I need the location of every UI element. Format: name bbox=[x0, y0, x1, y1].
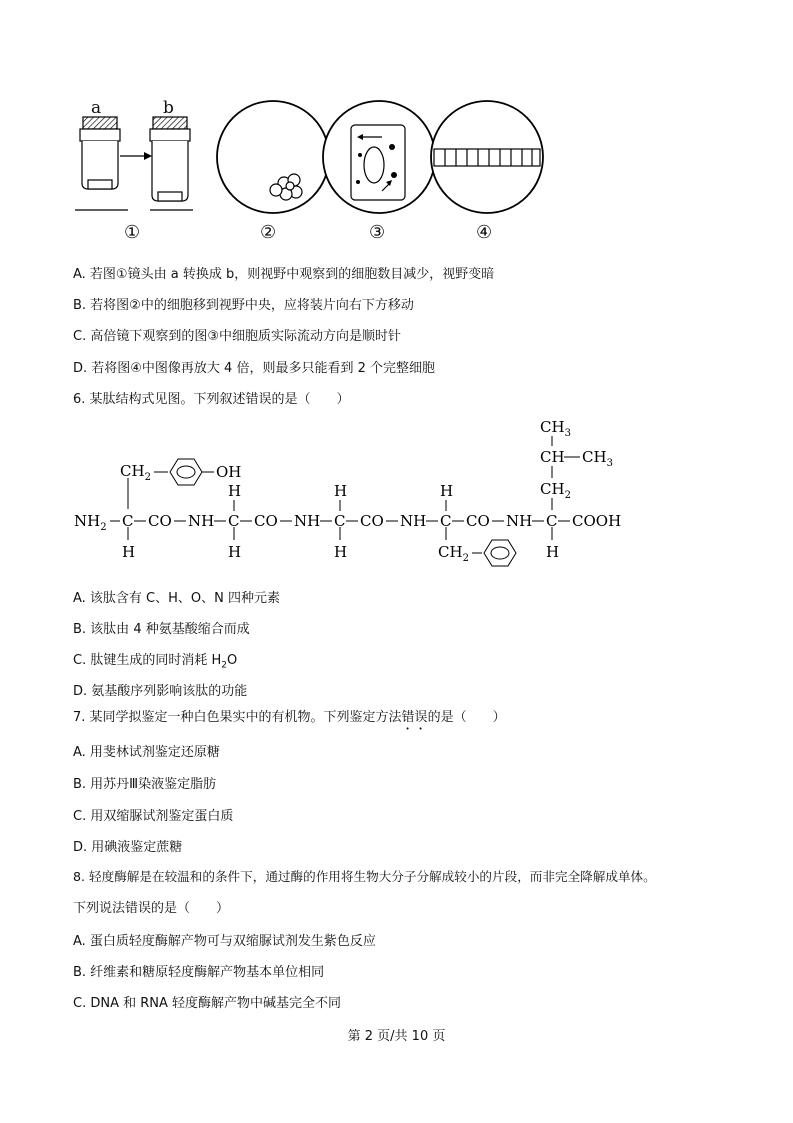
q8-option-c: C. DNA 和 RNA 轻度酶解产物中碱基完全不同 bbox=[73, 996, 342, 1011]
q6-option-a: A. 该肽含有 C、H、O、N 四种元素 bbox=[73, 591, 281, 606]
svg-text:NH: NH bbox=[294, 512, 321, 530]
q8-stem-line2: 下列说法错误的是（ ） bbox=[73, 901, 230, 916]
arrow-right-icon bbox=[120, 152, 152, 160]
q5-option-b: B. 若将图②中的细胞移到视野中央，应将装片向右下方移动 bbox=[73, 298, 414, 313]
svg-text:CH3: $CH_3$ bbox=[582, 448, 613, 469]
q8-option-b: B. 纤维素和糖原轻度酶解产物基本单位相同 bbox=[73, 965, 325, 980]
view-circle-2 bbox=[217, 101, 329, 213]
svg-text:CH2: $CH_2$ bbox=[438, 543, 469, 564]
svg-text:H: H bbox=[122, 543, 136, 561]
svg-text:CO: CO bbox=[148, 512, 172, 530]
panel-label-4: ④ bbox=[476, 222, 493, 243]
svg-text:C: C bbox=[440, 512, 452, 530]
lens-b-icon bbox=[150, 117, 193, 210]
q7-option-a: A. 用斐林试剂鉴定还原糖 bbox=[73, 745, 220, 760]
svg-text:OH: OH bbox=[216, 463, 242, 481]
q6-option-c: C. 肽键生成的同时消耗 $H_2O$ bbox=[73, 653, 238, 671]
q5-option-d: D. 若将图④中图像再放大 4 倍，则最多只能看到 2 个完整细胞 bbox=[73, 361, 436, 376]
q7-option-b: B. 用苏丹Ⅲ染液鉴定脂肪 bbox=[73, 777, 217, 792]
svg-text:CH2: $CH_2$ bbox=[120, 462, 151, 483]
view-circle-3 bbox=[323, 101, 435, 213]
microscope-figure bbox=[70, 95, 550, 215]
svg-text:NH2: $NH_2$ bbox=[74, 512, 107, 533]
q8-option-a: A. 蛋白质轻度酶解产物可与双缩脲试剂发生紫色反应 bbox=[73, 934, 376, 949]
svg-text:CO: CO bbox=[254, 512, 278, 530]
lens-label-b: b bbox=[163, 98, 174, 118]
view-circle-4 bbox=[431, 101, 543, 213]
svg-text:NH: NH bbox=[188, 512, 215, 530]
svg-text:NH: NH bbox=[400, 512, 427, 530]
svg-text:CH3: $CH_3$ bbox=[540, 418, 571, 439]
svg-text:C: C bbox=[334, 512, 346, 530]
q5-option-a: A. 若图①镜头由 a 转换成 b，则视野中观察到的细胞数目减少，视野变暗 bbox=[73, 267, 495, 282]
svg-text:C: C bbox=[228, 512, 240, 530]
svg-text:H: H bbox=[440, 482, 454, 500]
svg-text:C: C bbox=[546, 512, 558, 530]
svg-text:H: H bbox=[334, 482, 348, 500]
svg-text:H: H bbox=[334, 543, 348, 561]
q8-stem-line1: 8. 轻度酶解是在较温和的条件下，通过酶的作用将生物大分子分解成较小的片段，而非完全降解成单体。 bbox=[73, 869, 656, 884]
q6-stem: 6. 某肽结构式见图。下列叙述错误的是（ ） bbox=[73, 392, 350, 407]
page-number: 第 2 页/共 10 页 bbox=[347, 1029, 446, 1044]
q6-option-b: B. 该肽由 4 种氨基酸缩合而成 bbox=[73, 622, 250, 637]
svg-text:H: H bbox=[228, 482, 242, 500]
panel-label-1: ① bbox=[124, 222, 141, 243]
svg-text:CH: CH bbox=[540, 448, 565, 466]
lens-label-a: a bbox=[91, 98, 102, 118]
lens-a-icon bbox=[75, 117, 128, 210]
q7-option-d: D. 用碘液鉴定蔗糖 bbox=[73, 840, 183, 855]
svg-text:CO: CO bbox=[466, 512, 490, 530]
svg-text:NH: NH bbox=[506, 512, 533, 530]
svg-text:COOH: COOH bbox=[572, 512, 622, 530]
svg-text:C: C bbox=[122, 512, 134, 530]
panel-label-3: ③ bbox=[369, 222, 386, 243]
q7-stem: 7. 某同学拟鉴定一种白色果实中的有机物。下列鉴定方法错误的是（ ） bbox=[73, 710, 506, 725]
svg-text:CH2: $CH_2$ bbox=[540, 480, 571, 501]
svg-text:H: H bbox=[546, 543, 560, 561]
svg-text:CO: CO bbox=[360, 512, 384, 530]
panel-label-2: ② bbox=[260, 222, 277, 243]
svg-text:H: H bbox=[228, 543, 242, 561]
peptide-structure bbox=[70, 412, 630, 572]
q5-option-c: C. 高倍镜下观察到的图③中细胞质实际流动方向是顺时针 bbox=[73, 329, 401, 344]
q7-option-c: C. 用双缩脲试剂鉴定蛋白质 bbox=[73, 809, 234, 824]
q6-option-d: D. 氨基酸序列影响该肽的功能 bbox=[73, 684, 248, 699]
